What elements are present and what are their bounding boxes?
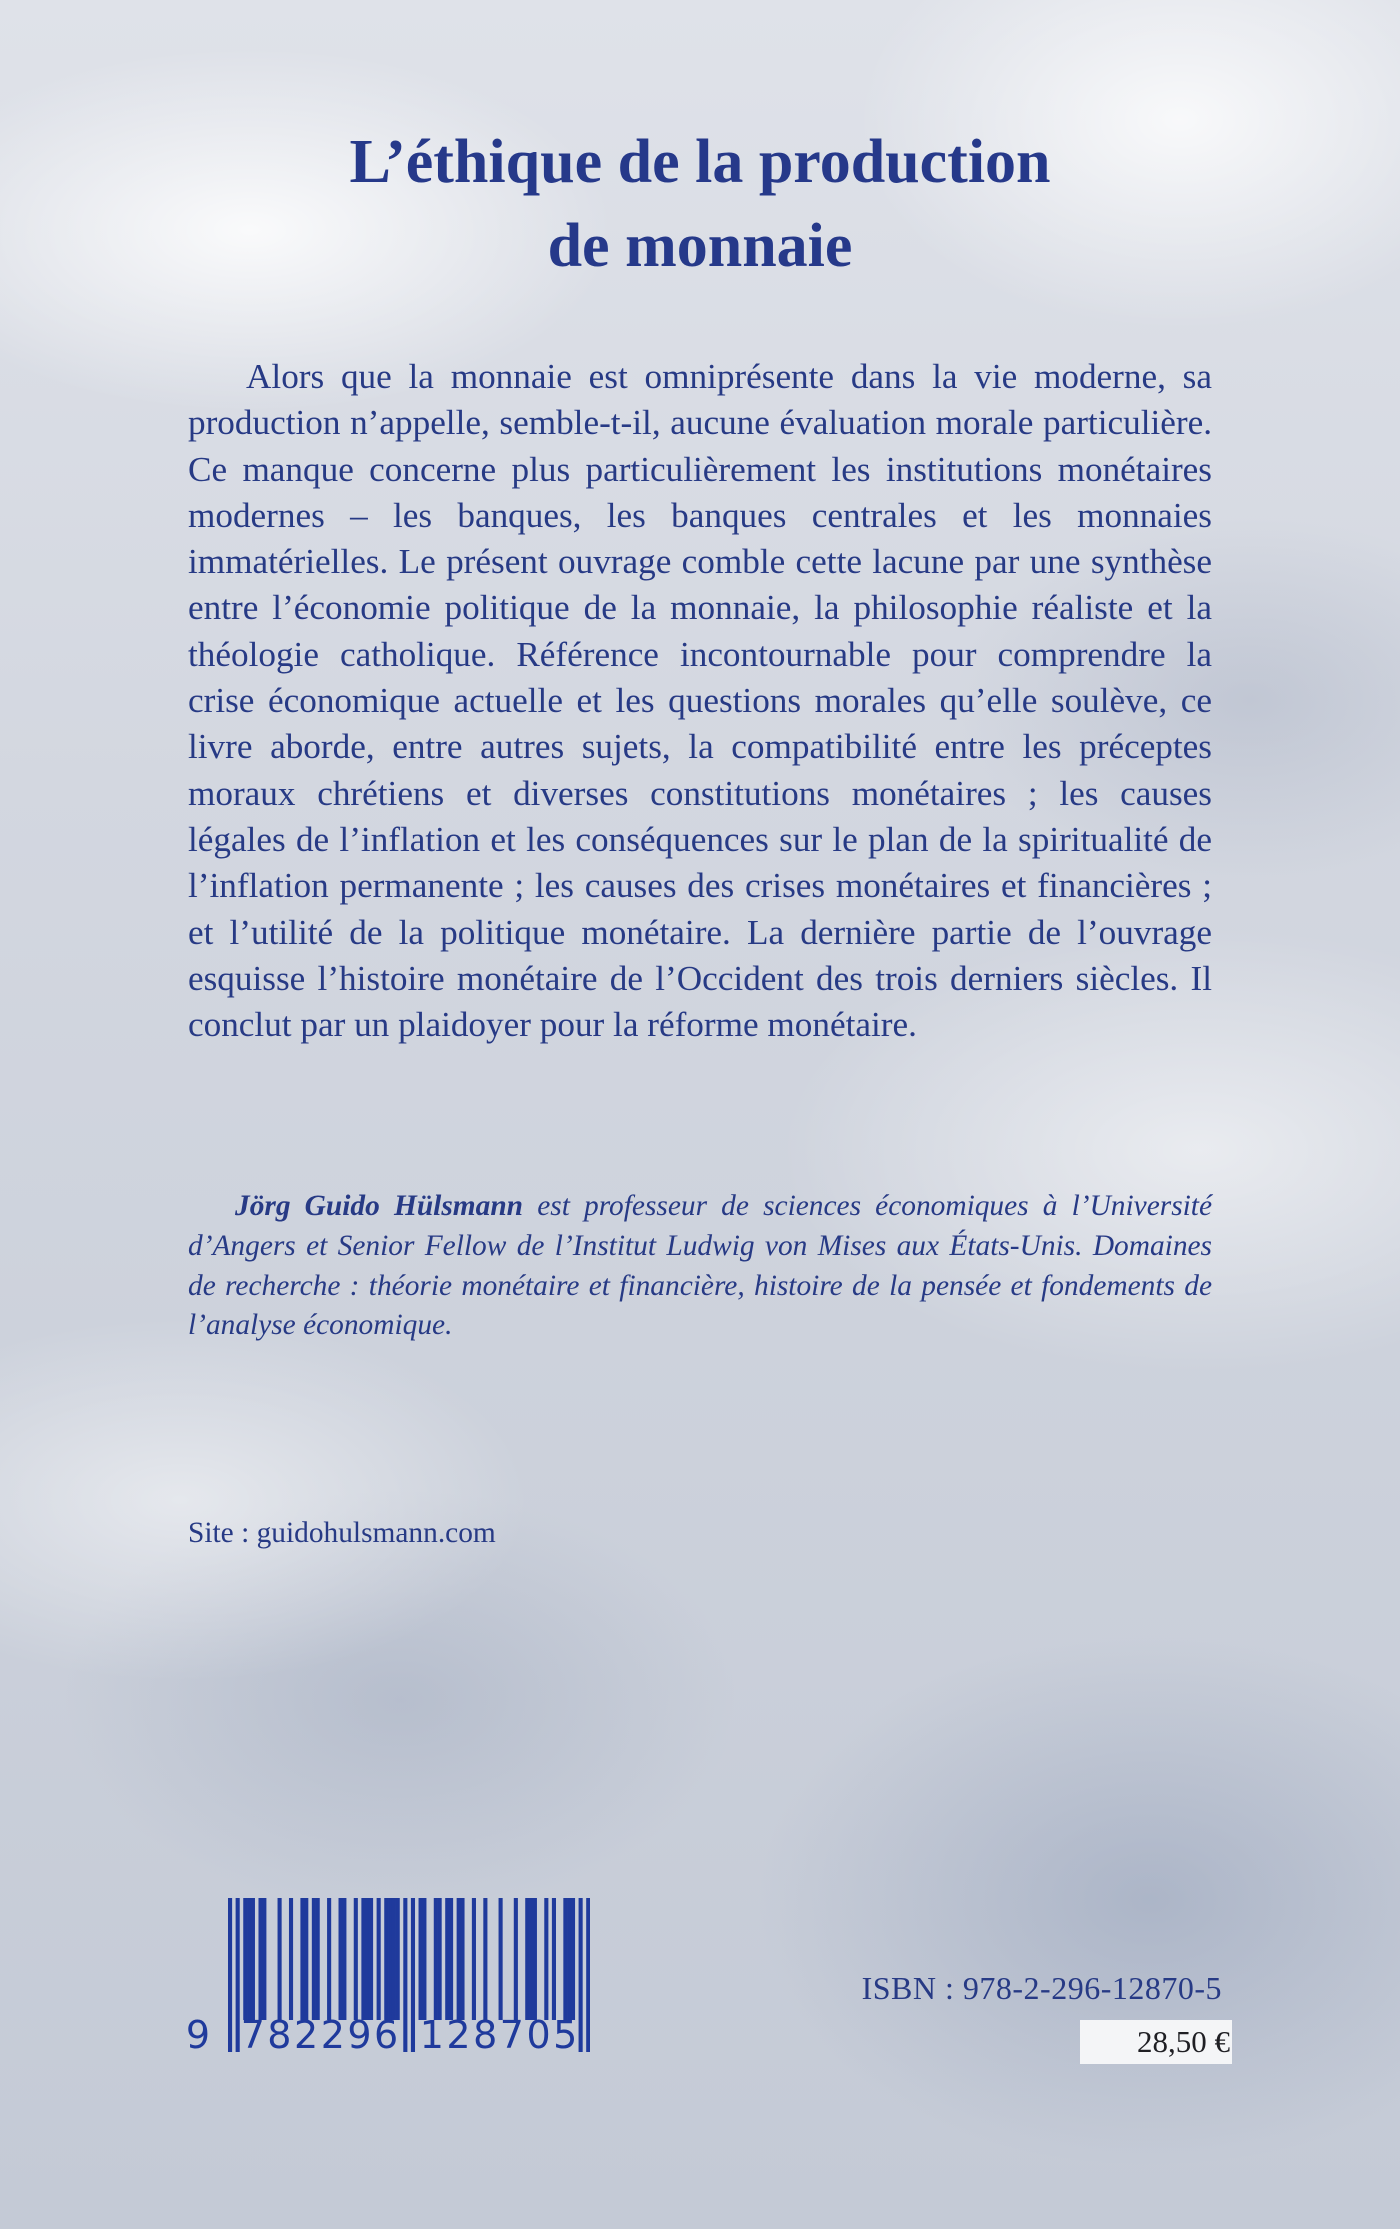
barcode-bar (460, 1898, 464, 2020)
barcode-bar (422, 1898, 426, 2020)
barcode-bar (300, 1898, 304, 2020)
barcode-bar (365, 1898, 369, 2020)
author-bio (188, 1187, 1212, 1346)
title-line-1: L’éthique de la production (349, 128, 1051, 196)
barcode-bar (251, 1898, 255, 2020)
barcode-digit: 9 (347, 2013, 372, 2056)
barcode-bar (312, 1898, 316, 2020)
barcode-digit: 8 (473, 2013, 498, 2056)
barcode-digit: 6 (374, 2013, 399, 2056)
barcode-bar (563, 1898, 567, 2020)
barcode-bar (457, 1898, 461, 2020)
title-line-2: de monnaie (547, 212, 853, 280)
barcode-digit: 7 (499, 2013, 524, 2056)
barcode-bar (438, 1898, 442, 2020)
barcode-bar (361, 1898, 365, 2020)
barcode-digits (182, 2008, 590, 2056)
barcode-bar (304, 1898, 308, 2020)
barcode-bar (342, 1898, 346, 2020)
barcode-bar (445, 1898, 449, 2020)
barcode-digit: 2 (294, 2013, 319, 2056)
barcode-bar (434, 1898, 438, 2020)
barcode-bar (258, 1898, 262, 2020)
barcode-bar (396, 1898, 400, 2020)
barcode-bar (388, 1898, 392, 2020)
barcode-bar (449, 1898, 453, 2020)
book-summary: Alors que la monnaie est omniprésente dans la vie moderne, sa production n’appelle, semble-t-il, aucune évaluation morale particulière. Ce manque concerne plus particulièrement les institutions monétaires modernes – les banques, les banques centrales et les monnaies immatérielles. Le présent ouvrage comble cette lacune par une synthèse entre l’économie politique de la monnaie, la philosophie réaliste et la théologie catholique. Référence incontournable pour comprendre la crise économique actuelle et les questions morales qu’elle soulève, ce livre aborde, entre autres sujets, la compatibilité entre les préceptes moraux chrétiens et diverses constitutions monétaires ; les causes légales de l’inflation et les conséquences sur le plan de la spiritualité de l’inflation permanente ; les causes des crises monétaires et financières ; et l’utilité de la politique monétaire. La dernière partie de l’ouvrage esquisse l’histoire monétaire de l’Occident des trois derniers siècles. Il conclut par un plaidoyer pour la réforme monétaire. (188, 357, 1212, 1045)
barcode-bar (567, 1898, 571, 2020)
barcode-bar (392, 1898, 396, 2020)
author-site: Site : guidohulsmann.com (188, 1517, 496, 1549)
barcode-digit: 8 (267, 2013, 292, 2056)
barcode-bar (243, 1898, 247, 2020)
barcode-digit: 2 (446, 2013, 471, 2056)
barcode-digit: 0 (526, 2013, 551, 2056)
barcode-bar (289, 1898, 293, 2020)
barcode-bar (316, 1898, 320, 2020)
author-bio-text: est professeur de sciences économiques à l’Université d’Angers et Senior Fellow de l’Institut Ludwig von Mises aux États-Unis. Domaines de recherche : théorie monétaire et financière, histoire de la pensée et fondements de l’analyse économique. (188, 1190, 1213, 1342)
isbn: ISBN : 978-2-296-12870-5 (861, 1970, 1222, 2006)
barcode-digit: 2 (320, 2013, 345, 2056)
barcode-bar (533, 1898, 537, 2020)
barcode-bar (262, 1898, 266, 2020)
book-title (0, 120, 1400, 288)
barcode-bar (384, 1898, 388, 2020)
barcode-bar (354, 1898, 358, 2020)
barcode-digit: 5 (553, 2013, 578, 2056)
barcode-bar (529, 1898, 533, 2020)
barcode-bar (544, 1898, 548, 2020)
barcode-bar (369, 1898, 373, 2020)
barcode-digit: 9 (185, 2013, 211, 2056)
barcode-digit: 1 (419, 2013, 444, 2056)
barcode-bar (552, 1898, 556, 2020)
barcode-bar (483, 1898, 487, 2020)
barcode-bar (377, 1898, 381, 2020)
barcode-bar (327, 1898, 331, 2020)
price-tag: 28,50 € (1080, 2020, 1232, 2064)
barcode-bar (247, 1898, 251, 2020)
barcode-bar (472, 1898, 476, 2020)
barcode-digit: 7 (240, 2013, 265, 2056)
barcode-bar (499, 1898, 503, 2020)
barcode-bar (525, 1898, 529, 2020)
barcode (182, 1898, 590, 2056)
author-name: Jörg Guido Hülsmann (235, 1190, 524, 1222)
barcode-bar (571, 1898, 575, 2020)
barcode-bar (278, 1898, 282, 2020)
barcode-bar (419, 1898, 423, 2020)
barcode-bar (339, 1898, 343, 2020)
barcode-bar (514, 1898, 518, 2020)
